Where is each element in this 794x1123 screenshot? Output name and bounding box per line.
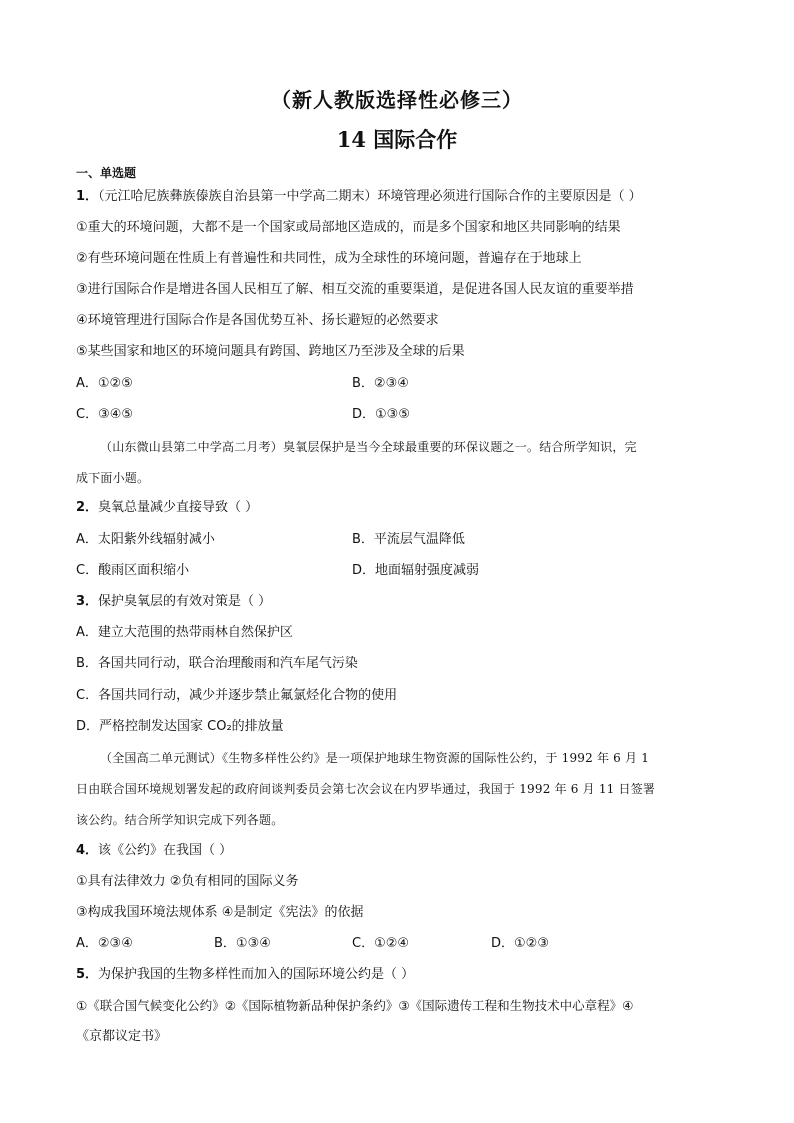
option-a: A．①②⑤ (76, 376, 133, 391)
passage-line: （全国高二单元测试）《生物多样性公约》是一项保护地球生物资源的国际性公约，于 1992 年 6 月 1 (100, 751, 650, 765)
question-text: （元江哈尼族彝族傣族自治县第一中学高二期末）环境管理必须进行国际合作的主要原因是（ ） (98, 189, 642, 204)
option-a: A．②③④ (76, 936, 133, 951)
question-number: 4． (76, 843, 99, 858)
statement-item: ③构成我国环境法规体系 ④是制定《宪法》的依据 (76, 905, 364, 920)
option-b: B．②③④ (352, 376, 409, 391)
option-b: B．各国共同行动，联合治理酸雨和汽车尾气污染 (76, 656, 358, 671)
question-number: 3． (76, 594, 99, 609)
question-1 (76, 189, 642, 205)
option-a: A．建立大范围的热带雨林自然保护区 (76, 625, 293, 640)
statement-item: ①《联合国气候变化公约》②《国际植物新品种保护条约》③《国际遗传工程和生物技术中心章程》④ (76, 998, 634, 1013)
option-c: C．①②④ (352, 936, 410, 951)
option-d: D．地面辐射强度减弱 (352, 563, 480, 578)
question-5 (76, 967, 414, 983)
passage-line: （山东微山县第二中学高二月考）臭氧层保护是当今全球最重要的环保议题之一。结合所学知识，完 (100, 440, 637, 454)
question-text: 保护臭氧层的有效对策是（ ） (98, 594, 272, 609)
option-d: D．①②③ (491, 936, 549, 951)
question-text: 臭氧总量减少直接导致（ ） (98, 500, 259, 515)
option-c: C．各国共同行动，减少并逐步禁止氟氯烃化合物的使用 (76, 688, 398, 703)
statement-item: ①重大的环境问题，大都不是一个国家或局部地区造成的，而是多个国家和地区共同影响的结果 (76, 220, 621, 235)
document-title: 14 国际合作 (336, 127, 458, 152)
option-b: B．平流层气温降低 (352, 532, 465, 547)
passage-line: 该公约。结合所学知识完成下列各题。 (76, 813, 284, 827)
option-d: D．严格控制发达国家 CO₂的排放量 (76, 719, 284, 734)
option-c: C．酸雨区面积缩小 (76, 563, 190, 578)
statement-item: ⑤某些国家和地区的环境问题具有跨国、跨地区乃至涉及全球的后果 (76, 344, 465, 359)
option-b: B．①③④ (214, 936, 271, 951)
question-text: 为保护我国的生物多样性而加入的国际环境公约是（ ） (98, 967, 415, 982)
question-3 (76, 594, 271, 610)
passage-line: 日由联合国环境规划署发起的政府间谈判委员会第七次会议在内罗毕通过，我国于 1992 年 6 月 11 日签署 (76, 782, 656, 796)
question-number: 1． (76, 189, 99, 204)
option-a: A．太阳紫外线辐射减小 (76, 532, 215, 547)
question-2 (76, 500, 258, 516)
option-d: D．①③⑤ (352, 407, 410, 422)
statement-item: ②有些环境问题在性质上有普遍性和共同性，成为全球性的环境问题，普遍存在于地球上 (76, 251, 582, 266)
question-number: 5． (76, 967, 99, 982)
passage-line: 成下面小题。 (76, 471, 150, 485)
option-c: C．③④⑤ (76, 407, 134, 422)
question-4 (76, 843, 232, 859)
section-heading: 一、单选题 (76, 166, 137, 180)
document-subtitle: （新人教版选择性必修三） (271, 88, 523, 112)
statement-item: 《京都议定书》 (76, 1029, 168, 1044)
statement-item: ④环境管理进行国际合作是各国优势互补、扬长避短的必然要求 (76, 313, 439, 328)
statement-item: ③进行国际合作是增进各国人民相互了解、相互交流的重要渠道，是促进各国人民友谊的重要举措 (76, 282, 634, 297)
question-number: 2． (76, 500, 99, 515)
statement-item: ①具有法律效力 ②负有相同的国际义务 (76, 874, 299, 889)
question-text: 该《公约》在我国（ ） (98, 843, 233, 858)
